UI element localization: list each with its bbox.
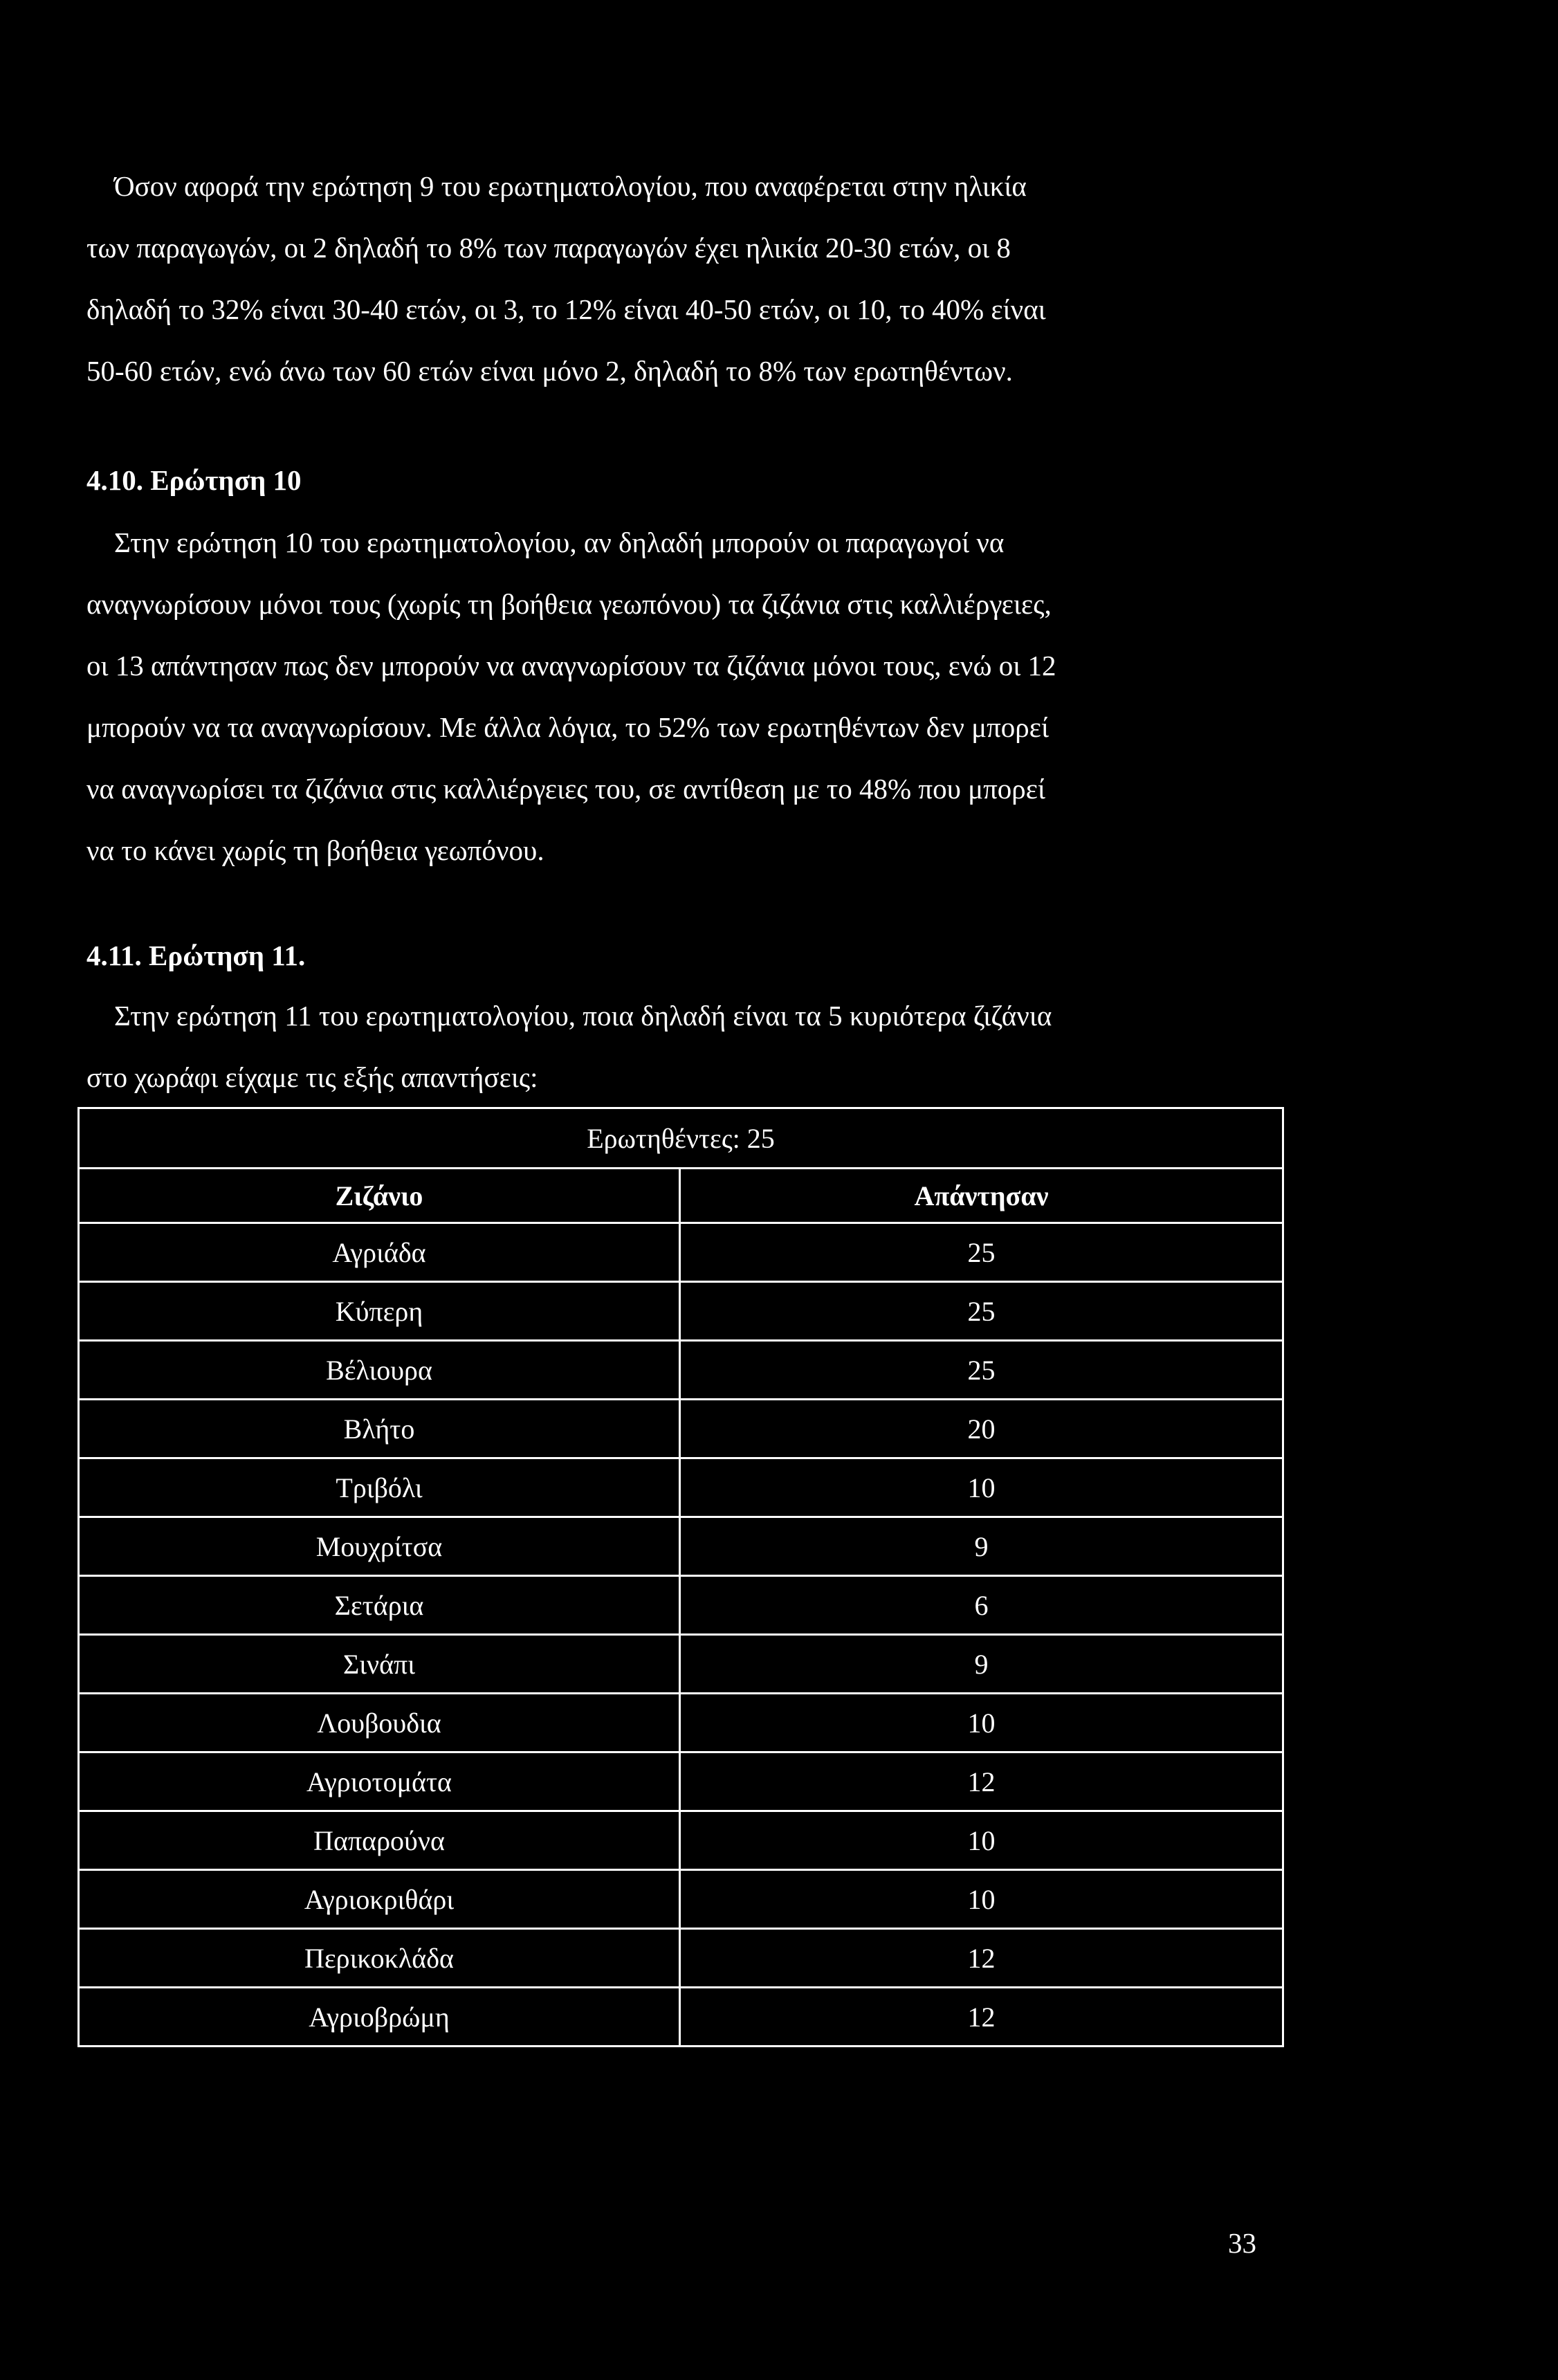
respondents-caption: Ερωτηθέντες: 25: [79, 1108, 1283, 1169]
table-row: [79, 1752, 1283, 1811]
weed-name-cell: Μουχρίτσα: [79, 1517, 680, 1576]
answer-count-cell: 9: [680, 1635, 1283, 1694]
text-line: μπορούν να τα αναγνωρίσουν. Με άλλα λόγια, το 52% των ερωτηθέντων δεν μπορεί: [86, 711, 1049, 743]
answer-count-cell: 20: [680, 1400, 1283, 1458]
column-header-weed: Ζιζάνιο: [79, 1169, 680, 1223]
text-line: Όσον αφορά την ερώτηση 9 του ερωτηματολογίου, που αναφέρεται στην ηλικία: [114, 170, 1027, 202]
table-row: [79, 1576, 1283, 1635]
table-row: [79, 1811, 1283, 1870]
weed-name-cell: Λουβουδια: [79, 1694, 680, 1752]
weed-name-cell: Αγριοτομάτα: [79, 1752, 680, 1811]
weed-name-cell: Τριβόλι: [79, 1458, 680, 1517]
text-line: δηλαδή το 32% είναι 30-40 ετών, οι 3, το 12% είναι 40-50 ετών, οι 10, το 40% είναι: [86, 293, 1046, 325]
answer-count-cell: 9: [680, 1517, 1283, 1576]
table-row: [79, 1635, 1283, 1694]
weed-name-cell: Κύπερη: [79, 1282, 680, 1341]
table-header-row: [79, 1169, 1283, 1223]
section-11-heading: 4.11. Ερώτηση 11.: [86, 940, 306, 971]
answer-count-cell: 12: [680, 1929, 1283, 1988]
text-line: των παραγωγών, οι 2 δηλαδή το 8% των παραγωγών έχει ηλικία 20-30 ετών, οι 8: [86, 232, 1011, 264]
answer-count-cell: 10: [680, 1458, 1283, 1517]
text-line: 50-60 ετών, ενώ άνω των 60 ετών είναι μόνο 2, δηλαδή το 8% των ερωτηθέντων.: [86, 355, 1013, 387]
text-line: οι 13 απάντησαν πως δεν μπορούν να αναγνωρίσουν τα ζιζάνια μόνοι τους, ενώ οι 12: [86, 650, 1056, 681]
answer-count-cell: 25: [680, 1223, 1283, 1282]
table-row: [79, 1929, 1283, 1988]
section-11-paragraph: [86, 985, 1276, 1108]
answer-count-cell: 12: [680, 1752, 1283, 1811]
answer-count-cell: 10: [680, 1811, 1283, 1870]
answer-count-cell: 25: [680, 1341, 1283, 1400]
table-row: [79, 1988, 1283, 2047]
answer-count-cell: 25: [680, 1282, 1283, 1341]
weed-name-cell: Παπαρούνα: [79, 1811, 680, 1870]
weed-name-cell: Σετάρια: [79, 1576, 680, 1635]
weeds-table: [77, 1107, 1284, 2047]
text-line: στο χωράφι είχαμε τις εξής απαντήσεις:: [86, 1061, 538, 1093]
answer-count-cell: 10: [680, 1694, 1283, 1752]
weed-name-cell: Αγριοβρώμη: [79, 1988, 680, 2047]
weed-name-cell: Περικοκλάδα: [79, 1929, 680, 1988]
weed-name-cell: Σινάπι: [79, 1635, 680, 1694]
section-10-heading: 4.10. Ερώτηση 10: [86, 464, 302, 496]
weed-name-cell: Αγριάδα: [79, 1223, 680, 1282]
table-row: [79, 1400, 1283, 1458]
section-10-paragraph: [86, 512, 1276, 881]
column-header-answered: Απάντησαν: [680, 1169, 1283, 1223]
intro-paragraph: [86, 156, 1276, 402]
text-line: Στην ερώτηση 11 του ερωτηματολογίου, ποια δηλαδή είναι τα 5 κυριότερα ζιζάνια: [114, 1000, 1052, 1032]
answer-count-cell: 6: [680, 1576, 1283, 1635]
page-number: 33: [1228, 2227, 1256, 2259]
weed-name-cell: Βλήτο: [79, 1400, 680, 1458]
table-row: [79, 1517, 1283, 1576]
text-line: Στην ερώτηση 10 του ερωτηματολογίου, αν δηλαδή μπορούν οι παραγωγοί να: [114, 527, 1005, 558]
weed-name-cell: Αγριοκριθάρι: [79, 1870, 680, 1929]
text-line: αναγνωρίσουν μόνοι τους (χωρίς τη βοήθεια γεωπόνου) τα ζιζάνια στις καλλιέργειες,: [86, 588, 1052, 620]
table-caption-row: [79, 1108, 1283, 1169]
table-row: [79, 1870, 1283, 1929]
weed-name-cell: Βέλιουρα: [79, 1341, 680, 1400]
answer-count-cell: 10: [680, 1870, 1283, 1929]
table-row: [79, 1223, 1283, 1282]
table-row: [79, 1694, 1283, 1752]
table-row: [79, 1282, 1283, 1341]
text-line: να αναγνωρίσει τα ζιζάνια στις καλλιέργειες του, σε αντίθεση με το 48% που μπορεί: [86, 773, 1046, 805]
table-row: [79, 1458, 1283, 1517]
text-line: να το κάνει χωρίς τη βοήθεια γεωπόνου.: [86, 834, 544, 866]
answer-count-cell: 12: [680, 1988, 1283, 2047]
table-row: [79, 1341, 1283, 1400]
